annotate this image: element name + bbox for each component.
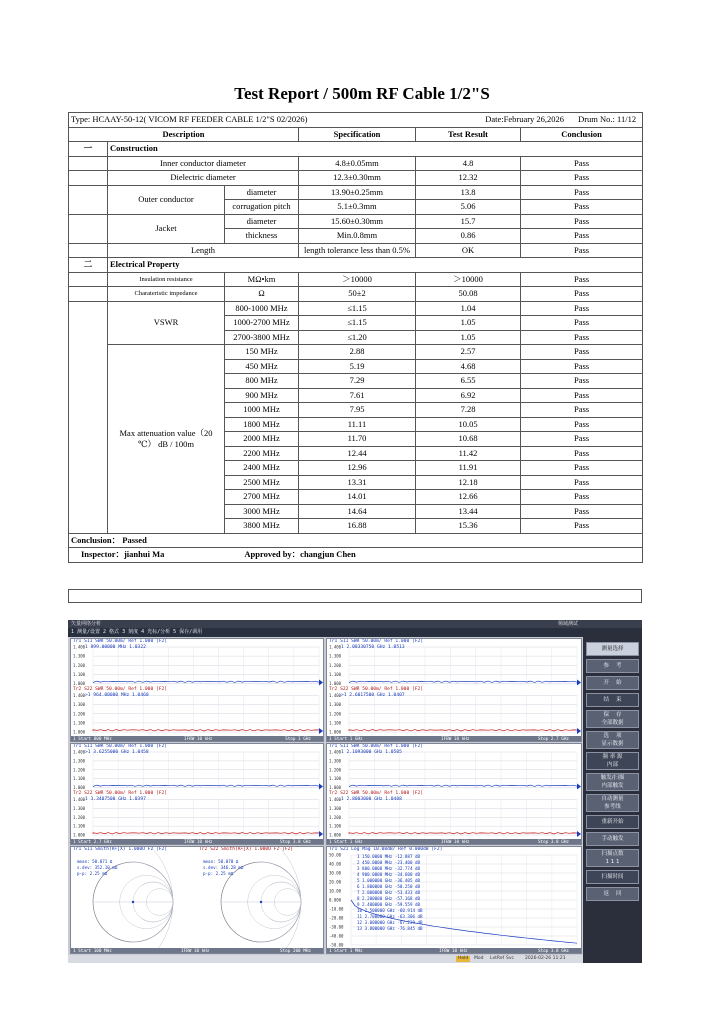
smith-stat: p-p: 2.25 mΩ [203,871,234,876]
vswr-row [69,301,643,316]
blank-box [68,589,642,603]
frequency-cell: 2400 MHz [225,461,299,476]
attenuation-marker: 3 800.0000 MHz -32.774 dB [357,866,421,871]
attenuation-marker: 12 3.000000 GHz -67.239 dB [357,920,423,925]
start-frequency: 1 Start 1 GHz [329,737,363,742]
ifbw-label: IFBW 10 kHz [184,840,213,845]
smith-stat: s.dev: 352.10 mΩ [77,865,118,870]
softkey-button[interactable]: 参 考 [586,659,639,673]
section-row [69,258,643,273]
conclusion-cell: Pass [521,446,643,461]
frequency-cell: 2000 MHz [225,432,299,447]
section-number: 一 [69,142,108,157]
report-conclusion: Conclusion： Passed [69,533,643,548]
section-row [69,142,643,157]
svg-text:40.00: 40.00 [329,861,342,867]
sub-description-cell: corrugation pitch [225,200,299,215]
trace2-header: Tr2 S22 SWR 50.00m/ Ref 1.000 [F2] [329,686,424,692]
attenuation-row [69,345,643,360]
svg-text:1.300: 1.300 [329,702,342,708]
ifbw-label: IFBW 10 kHz [184,737,213,742]
svg-text:1.300: 1.300 [73,758,86,764]
svg-text:1.200: 1.200 [329,662,342,668]
svg-text:1.000: 1.000 [329,681,342,686]
section-title: Construction [108,142,643,157]
attenuation-marker: 8 2.200000 GHz -57.168 dB [357,896,421,901]
softkey-button[interactable]: 选 项 显示数据 [586,731,639,749]
attenuation-header: Tr1 S21 Log Mag 10.00dB/ Ref 0.000dB [F2] [329,847,443,852]
start-frequency: 1 Start 2.7 GHz [73,840,112,845]
sweep-footer [71,948,323,954]
softkey-button[interactable]: 重新开始 [586,815,639,829]
specification-cell: 13.31 [299,475,416,490]
band-cell: 800-1000 MHz [225,301,299,316]
frequency-cell: 1800 MHz [225,417,299,432]
svg-text:1.000: 1.000 [329,832,342,838]
conclusion-cell: Pass [521,316,643,331]
marker2-readout: 1 3.3407500 GHz 1.0397 [85,796,146,802]
vna-screenshot [68,620,642,963]
attenuation-marker: 1 150.0000 MHz -12.887 dB [357,854,421,859]
start-frequency: 1 Start 1 MHz [329,949,363,954]
result-cell: 4.68 [416,359,521,374]
smith-stat: s.dev: 346.28 mΩ [203,865,244,870]
conclusion-cell: Pass [521,330,643,345]
stop-frequency: Stop 3.8 GHz [537,840,569,845]
result-cell: 7.28 [416,403,521,418]
conclusion-cell: Pass [521,417,643,432]
band-cell: 1000-2700 MHz [225,316,299,331]
stop-frequency: Stop 3.8 GHz [537,949,569,954]
description-cell: Dielectric diameter [108,171,299,186]
blank-cell [69,301,108,533]
smith-stat: mean: 50.070 Ω [203,859,239,864]
construction-row [69,243,643,258]
svg-text:1.100: 1.100 [329,671,342,677]
conclusion-cell: Pass [521,403,643,418]
result-cell: OK [416,243,521,258]
sweep-footer [71,839,323,845]
trace2-header: Tr2 S22 SWR 50.00m/ Ref 1.000 [F2] [329,790,424,796]
marker1-readout: 1 2.1093000 GHz 1.0505 [341,750,402,755]
svg-text:1.100: 1.100 [329,720,342,726]
result-cell: 6.55 [416,374,521,389]
attenuation-marker: 5 1.000000 GHz -36.405 dB [357,878,421,883]
result-cell: 11.91 [416,461,521,476]
frequency-cell: 1000 MHz [225,403,299,418]
electrical-row [69,272,643,287]
sweep-footer [327,736,581,742]
attenuation-marker: 10 2.500000 GHz -60.914 dB [357,908,423,913]
conclusion-cell: Pass [521,432,643,447]
status-indicator: LxtRef [490,956,505,961]
header-description: Description [69,127,299,142]
sweep-footer [327,839,581,845]
stop-frequency: Stop 2.7 GHz [537,737,569,742]
specification-cell: 14.01 [299,490,416,505]
start-frequency: 1 Start 800 MHz [73,737,112,742]
specification-cell: Min.0.8mm [299,229,416,244]
result-cell: 0.86 [416,229,521,244]
header-specification: Specification [299,127,416,142]
construction-row [69,171,643,186]
conclusion-cell: Pass [521,475,643,490]
svg-text:-30.00: -30.00 [329,924,344,930]
svg-text:50.00: 50.00 [329,852,342,858]
start-frequency: 1 Start 100 MHz [73,949,112,954]
result-cell: 15.7 [416,214,521,229]
stop-frequency: Stop 3.8 GHz [279,840,311,845]
svg-text:-50.00: -50.00 [329,942,344,948]
conclusion-cell: Pass [521,214,643,229]
svg-text:1.400: 1.400 [73,644,86,650]
header-test-result: Test Result [416,127,521,142]
result-cell: 12.66 [416,490,521,505]
specification-cell: 12.3±0.30mm [299,171,416,186]
svg-text:1.000: 1.000 [73,785,86,790]
section-title: Electrical Property [108,258,643,273]
marker2-readout: >1 2.6017500 GHz 1.0407 [341,692,405,698]
section-number: 二 [69,258,108,273]
group-cell: Jacket [108,214,225,243]
conclusion-cell: Pass [521,200,643,215]
drum-number: Drum No.: 11/12 [578,114,637,125]
result-cell: 15.36 [416,519,521,534]
svg-text:-40.00: -40.00 [329,933,344,939]
trace1-header: Tr1 S11 SWR 50.00m/ Ref 1.000 [F2] [73,639,168,644]
blank-cell [69,214,108,243]
svg-text:1.200: 1.200 [73,662,86,668]
marker2-readout: 1 2.8003000 GHz 1.0408 [341,796,402,802]
header-row [69,127,643,142]
stop-frequency: Stop 200 MHz [279,949,311,954]
result-cell: 6.92 [416,388,521,403]
svg-text:-20.00: -20.00 [329,915,344,921]
signature-line [69,548,643,563]
report-date: Date:February 26,2026 [485,114,565,125]
inspector: Inspector：jianhui Ma [81,549,165,560]
frequency-cell: 2200 MHz [225,446,299,461]
sweep-footer [71,736,323,742]
svg-text:20.00: 20.00 [329,879,342,885]
specification-cell: 14.64 [299,504,416,519]
status-indicator: Mod [474,956,484,961]
ifbw-label: IFBW 10 kHz [441,737,470,742]
specification-cell: 11.11 [299,417,416,432]
conclusion-cell: Pass [521,374,643,389]
status-bar [68,955,583,963]
conclusion-cell: Pass [521,171,643,186]
frequency-cell: 800 MHz [225,374,299,389]
result-cell: 1.05 [416,316,521,331]
svg-text:1.000: 1.000 [329,785,342,790]
specification-cell: 12.44 [299,446,416,461]
band-cell: 2700-3800 MHz [225,330,299,345]
result-cell: 50.08 [416,287,521,302]
attenuation-marker: 4 900.0000 MHz -34.600 dB [357,872,421,877]
frequency-cell: 3800 MHz [225,519,299,534]
specification-cell: ≤1.15 [299,301,416,316]
group-cell: Outer conductor [108,185,225,214]
softkey-button[interactable]: 保 存 全部数据 [586,710,639,728]
swr-plot-panel [326,638,582,742]
marker1-readout: 1 899.00000 MHz 1.0322 [85,645,146,650]
svg-text:1.200: 1.200 [329,767,342,773]
conclusion-cell: Pass [521,388,643,403]
signature-row [69,548,643,563]
blank-cell [69,185,108,214]
svg-text:1.100: 1.100 [73,720,86,726]
svg-text:1.000: 1.000 [73,729,86,735]
svg-text:-10.00: -10.00 [329,906,344,912]
sub-description-cell: thickness [225,229,299,244]
attenuation-marker: 2 450.0000 MHz -23.400 dB [357,860,421,865]
conclusion-cell: Pass [521,185,643,200]
trace2-header: Tr2 S22 SWR 50.00m/ Ref 1.000 [F2] [73,686,168,692]
svg-text:1.100: 1.100 [73,823,86,829]
specification-cell: ≤1.20 [299,330,416,345]
construction-row [69,185,643,200]
result-cell: ＞10000 [416,272,521,287]
svg-text:1.400: 1.400 [73,797,86,802]
conclusion-cell: Pass [521,461,643,476]
specification-cell: length tolerance less than 0.5% [299,243,416,258]
conclusion-cell: Pass [521,519,643,534]
trace1-header: Tr1 S11 SWR 50.00m/ Ref 1.000 [F2] [73,744,168,749]
attenuation-plot-panel [326,846,582,954]
frequency-cell: 900 MHz [225,388,299,403]
result-cell: 10.68 [416,432,521,447]
specification-cell: 4.8±0.05mm [299,156,416,171]
result-cell: 12.32 [416,171,521,186]
stop-frequency: Stop 1 GHz [285,737,311,742]
result-cell: 11.42 [416,446,521,461]
blank-cell [69,243,108,258]
conclusion-cell: Pass [521,359,643,374]
result-cell: 1.04 [416,301,521,316]
attenuation-marker: 11 2.700000 GHz -63.306 dB [357,914,423,919]
blank-cell [69,156,108,171]
svg-text:1.300: 1.300 [329,805,342,811]
softkey-button[interactable]: 频 率 源 内部 [586,752,639,770]
ifbw-label: IFBW 10 kHz [181,949,210,954]
svg-text:1.000: 1.000 [329,729,342,735]
specification-cell: 50±2 [299,287,416,302]
svg-text:1.100: 1.100 [329,823,342,829]
trace1-header: Tr1 S11 SWR 50.00m/ Ref 1.000 [F2] [329,744,424,749]
type-line [69,113,643,128]
trace1-header: Tr1 S11 SWR 50.00m/ Ref 1.000 [F2] [329,639,424,644]
svg-text:1.300: 1.300 [73,702,86,708]
softkey-button[interactable]: 扫描时间 [586,870,639,884]
svg-text:1.300: 1.300 [73,805,86,811]
conclusion-cell: Pass [521,287,643,302]
result-cell: 4.8 [416,156,521,171]
specification-cell: ＞10000 [299,272,416,287]
svg-text:1.000: 1.000 [73,681,86,686]
sweep-footer [327,948,581,954]
status-indicator: 2026-02-26 11:21 [525,956,566,961]
specification-cell: 13.90±0.25mm [299,185,416,200]
description-cell: Inner conductor diameter [108,156,299,171]
ifbw-label: IFBW 10 kHz [439,949,468,954]
result-cell: 10.05 [416,417,521,432]
attenuation-label: Max attenuation value（20 ℃） dB / 100m [108,345,225,534]
svg-text:1.000: 1.000 [73,832,86,838]
conclusion-cell: Pass [521,243,643,258]
conclusion-cell: Pass [521,345,643,360]
specification-cell: ≤1.15 [299,316,416,331]
marker2-readout: >1 964.00000 MHz 1.0460 [85,692,149,698]
window-right-label: 频域测试 [557,621,578,627]
start-frequency: 1 Start 1 GHz [329,840,363,845]
svg-text:1.400: 1.400 [329,797,342,802]
electrical-row [69,287,643,302]
softkey-button[interactable]: 扫描点数 1 1 1 [586,849,639,867]
svg-text:1.400: 1.400 [329,644,342,650]
result-cell: 1.05 [416,330,521,345]
svg-text:1.200: 1.200 [329,711,342,717]
softkey-button[interactable]: 自动测量 参考线 [586,794,639,812]
status-indicator: Svc [506,956,514,961]
svg-text:1.100: 1.100 [329,776,342,782]
smith-trace1-header: Tr1 S11 Smith(R+jX) 1.000U F2 [F2] [73,847,168,852]
svg-text:1.400: 1.400 [329,749,342,755]
result-cell: 5.06 [416,200,521,215]
test-report-table [68,112,643,563]
approved-by: Approved by：changjun Chen [244,549,356,560]
svg-text:1.400: 1.400 [73,749,86,755]
sub-description-cell: diameter [225,214,299,229]
svg-text:1.200: 1.200 [73,814,86,820]
smith-stat: p-p: 2.25 mΩ [77,871,108,876]
result-cell: 13.44 [416,504,521,519]
unit-cell: MΩ•km [225,272,299,287]
marker1-readout: 1 2.08330750 GHz 1.0513 [341,645,405,650]
conclusion-row [69,533,643,548]
softkey-button[interactable]: 触发/扫描 内部触发 [586,773,639,791]
result-cell: 13.8 [416,185,521,200]
svg-text:1.300: 1.300 [329,653,342,659]
window-titlebar [68,620,642,628]
frequency-cell: 2700 MHz [225,490,299,505]
swr-plot-panel [70,743,324,845]
status-indicator: Hold [458,956,469,961]
type-label: Type: HCAAY-50-12( VICOM RF FEEDER CABLE 1/2"S 02/2026) [71,114,308,125]
conclusion-cell: Pass [521,301,643,316]
conclusion-cell: Pass [521,156,643,171]
softkey-button[interactable]: 手动触发 [586,832,639,846]
unit-cell: Ω [225,287,299,302]
svg-text:30.00: 30.00 [329,870,342,876]
menu-bar[interactable]: 1 测量/设置 2 格式 3 刻度 4 光标/分析 5 保存/调用 [68,628,583,637]
frequency-cell: 450 MHz [225,359,299,374]
svg-text:1.300: 1.300 [73,653,86,659]
attenuation-marker: 6 1.800000 GHz -50.250 dB [357,884,421,889]
specification-cell: 11.70 [299,432,416,447]
svg-text:1.300: 1.300 [329,758,342,764]
softkey-button[interactable]: 返 回 [586,887,639,901]
window-title: 矢量网络分析 [71,621,102,627]
conclusion-cell: Pass [521,229,643,244]
conclusion-cell: Pass [521,272,643,287]
svg-text:1.200: 1.200 [73,767,86,773]
specification-cell: 16.88 [299,519,416,534]
description-cell: Charateristic impedance [108,287,225,302]
svg-text:1.400: 1.400 [329,693,342,698]
attenuation-marker: 7 2.000000 GHz -53.433 dB [357,890,421,895]
softkey-panel [583,628,642,963]
specification-cell: 5.1±0.3mm [299,200,416,215]
specification-cell: 7.95 [299,403,416,418]
svg-text:1.200: 1.200 [329,814,342,820]
header-conclusion: Conclusion [521,127,643,142]
svg-text:10.00: 10.00 [329,888,342,894]
svg-text:1.100: 1.100 [73,671,86,677]
result-cell: 2.57 [416,345,521,360]
swr-plot-panel [326,743,582,845]
specification-cell: 7.29 [299,374,416,389]
smith-stat: mean: 50.071 Ω [77,859,113,864]
softkey-button[interactable]: 结 束 [586,693,639,707]
blank-cell [69,272,108,287]
svg-text:1.200: 1.200 [73,711,86,717]
frequency-cell: 150 MHz [225,345,299,360]
svg-text:0.000: 0.000 [329,897,342,903]
blank-cell [69,171,108,186]
specification-cell: 2.88 [299,345,416,360]
frequency-cell: 3000 MHz [225,504,299,519]
attenuation-marker: 13 3.800000 GHz -76.845 dB [357,926,423,931]
construction-row [69,214,643,229]
smith-trace2-header: Tr2 S22 Smith(R+jX) 1.000U F2 [F2] [199,847,294,852]
svg-text:1.400: 1.400 [73,693,86,698]
specification-cell: 15.60±0.30mm [299,214,416,229]
svg-text:1.100: 1.100 [73,776,86,782]
trace2-header: Tr2 S22 SWR 50.00m/ Ref 1.000 [F2] [73,790,168,796]
swr-plot-panel [70,638,324,742]
specification-cell: 5.19 [299,359,416,374]
frequency-cell: 2500 MHz [225,475,299,490]
construction-row [69,156,643,171]
vswr-label: VSWR [108,301,225,345]
result-cell: 12.18 [416,475,521,490]
marker1-readout: >1 3.6255000 GHz 1.0458 [85,750,149,755]
softkey-button[interactable]: 测量选择 [586,642,639,656]
conclusion-cell: Pass [521,504,643,519]
description-cell: Insulation resistance [108,272,225,287]
description-cell: Length [108,243,299,258]
specification-cell: 12.96 [299,461,416,476]
blank-cell [69,287,108,302]
ifbw-label: IFBW 10 kHz [441,840,470,845]
conclusion-cell: Pass [521,490,643,505]
report-title: Test Report / 500m RF Cable 1/2"S [234,84,490,103]
sub-description-cell: diameter [225,185,299,200]
type-row [69,113,643,128]
specification-cell: 7.61 [299,388,416,403]
smith-chart-panel [70,846,324,954]
softkey-button[interactable]: 开 始 [586,676,639,690]
attenuation-marker: 9 2.400000 GHz -59.559 dB [357,902,421,907]
